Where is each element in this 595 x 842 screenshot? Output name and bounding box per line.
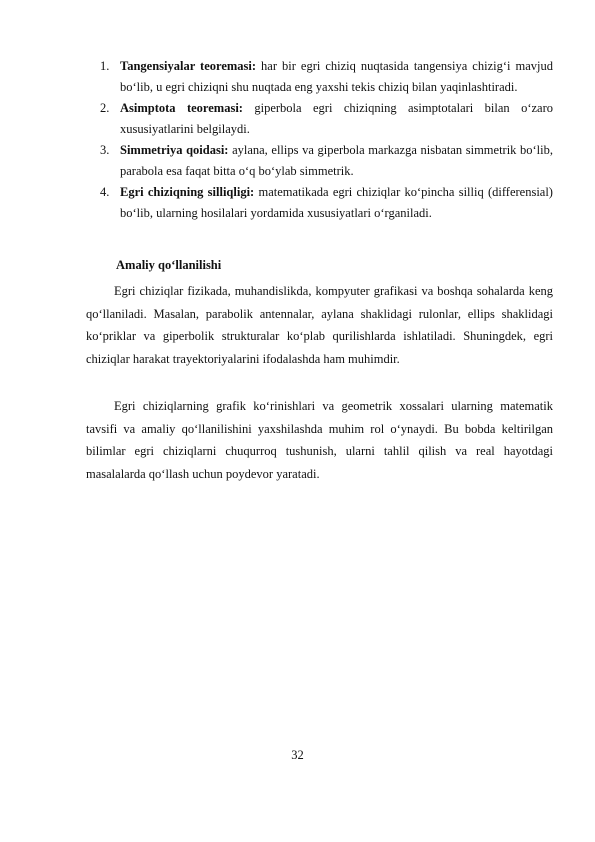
theorems-list xyxy=(88,56,553,224)
list-term: Asimptota teoremasi: xyxy=(120,101,243,115)
list-number: 2. xyxy=(100,101,110,115)
list-number: 4. xyxy=(100,185,110,199)
list-text: giperbola egri chiziqning asimptotalari bilan o‘zaro xususiyatlarini belgilaydi. xyxy=(120,101,553,136)
list-text: har bir egri chiziq nuqtasida tangensiya chizig‘i mavjud bo‘lib, u egri chiziqni shu nuqtada eng yaxshi tekis chiziq bilan yaqinlashtiradi. xyxy=(120,59,553,94)
list-term: Simmetriya qoidasi: xyxy=(120,143,229,157)
page-number: 32 xyxy=(291,748,304,762)
list-term: Tangensiyalar teoremasi: xyxy=(120,59,257,73)
body-paragraph-1: Egri chiziqlar fizikada, muhandislikda, kompyuter grafikasi va boshqa sohalarda keng qo‘llaniladi. Masalan, parabolik antennalar, aylana shaklidagi rulonlar, ellips shaklidagi ko‘priklar va giperbolik strukturalar ko‘plab qurilishlarda ishlatiladi. Shuningdek, egri chiziqlar harakat trayektoriyalarini ifodalashda ham muhimdir. xyxy=(86,284,553,366)
list-number: 3. xyxy=(100,143,110,157)
body-paragraph-2: Egri chiziqlarning grafik ko‘rinishlari va geometrik xossalari ularning matematik tavsifi va amaliy qo‘llanilishini yaxshilashda muhim rol o‘ynaydi. Bu bobda keltirilgan bilimlar egri chiziqlarni chuqurroq tushunish, ularni tahlil qilish va real hayotdagi masalalarda qo‘llash uchun poydevor yaratadi. xyxy=(86,399,553,481)
list-number: 1. xyxy=(100,59,110,73)
list-text: aylana, ellips va giperbola markazga nisbatan simmetrik bo‘lib, parabola esa faqat bitta o‘q bo‘ylab simmetrik. xyxy=(120,143,554,178)
list-term: Egri chiziqning silliqligi: xyxy=(120,185,255,199)
list-item-4 xyxy=(88,182,553,223)
list-item-1 xyxy=(88,56,553,97)
list-item-2 xyxy=(88,98,553,139)
section-heading: Amaliy qo‘llanilishi xyxy=(116,258,222,272)
list-text: matematikada egri chiziqlar ko‘pincha silliq (differensial) bo‘lib, ularning hosilalari yordamida xususiyatlari o‘rganiladi. xyxy=(120,185,553,220)
list-item-3 xyxy=(88,140,553,181)
